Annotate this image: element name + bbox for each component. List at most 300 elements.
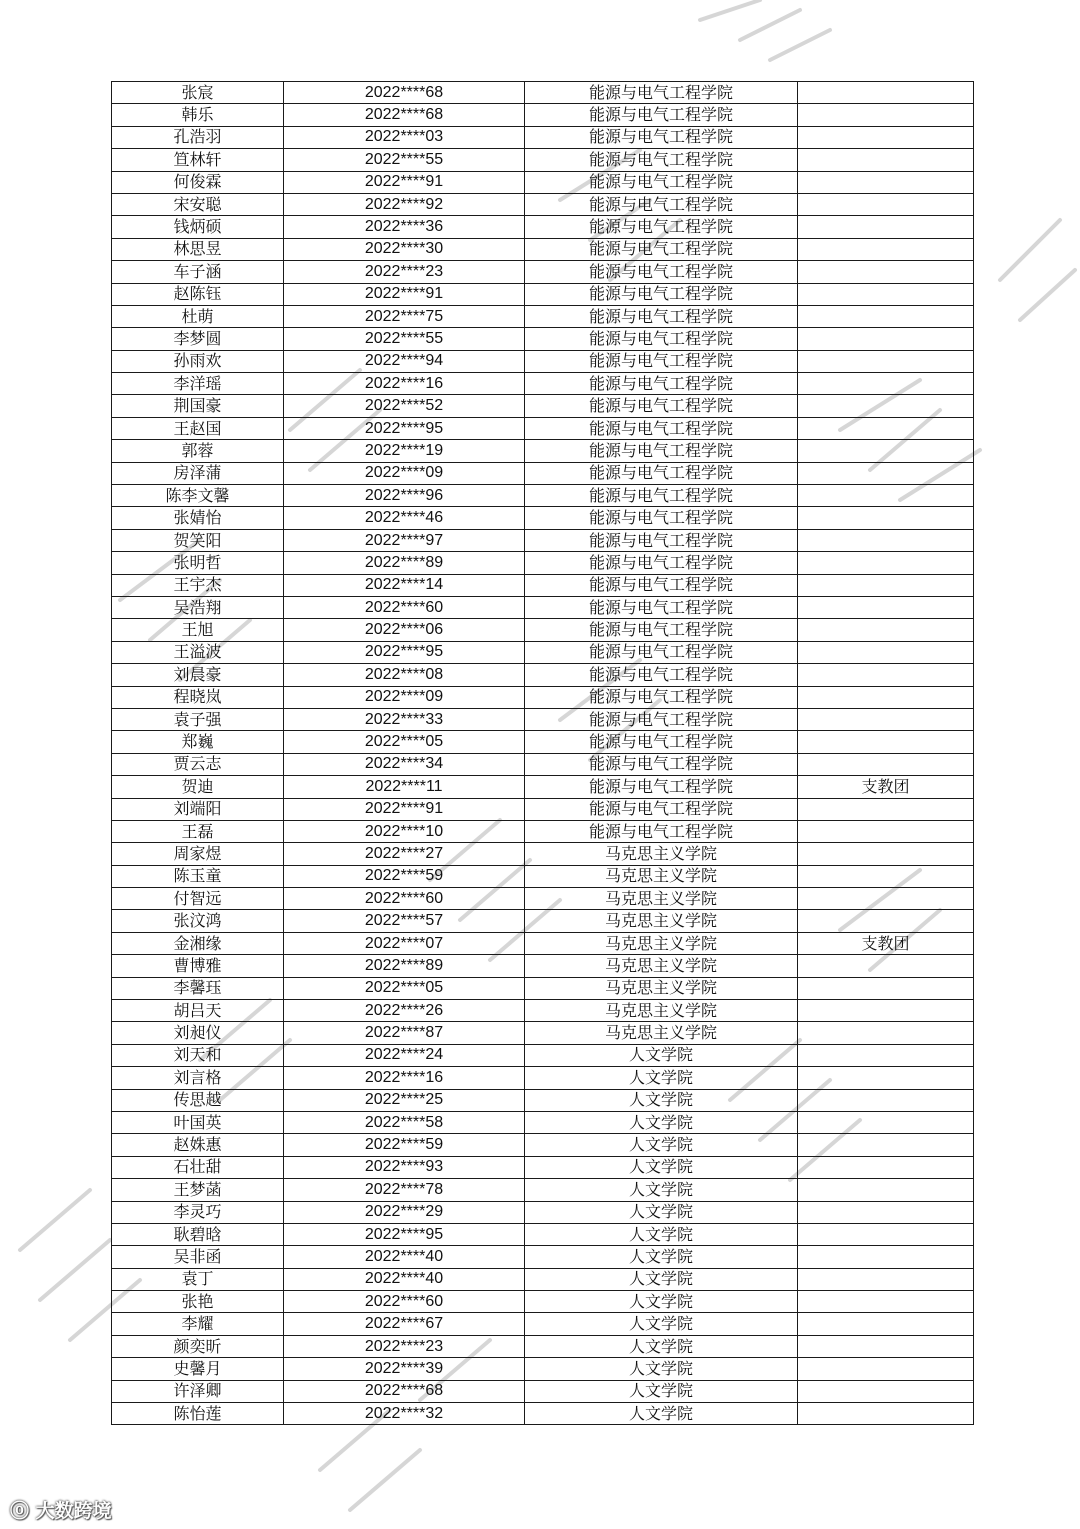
cell-college: 能源与电气工程学院 [525,776,798,798]
cell-name: 曹博雅 [112,955,284,977]
table-row [112,776,974,798]
cell-name: 颜奕昕 [112,1335,284,1357]
cell-note [798,843,974,865]
cell-college: 能源与电气工程学院 [525,126,798,148]
cell-student-id: 2022****60 [284,596,525,618]
cell-student-id: 2022****89 [284,955,525,977]
cell-student-id: 2022****55 [284,328,525,350]
cell-note [798,1268,974,1290]
cell-name: 叶国英 [112,1111,284,1133]
table-row [112,507,974,529]
cell-note [798,1358,974,1380]
table-row [112,82,974,104]
cell-student-id: 2022****30 [284,238,525,260]
cell-student-id: 2022****05 [284,731,525,753]
cell-college: 能源与电气工程学院 [525,328,798,350]
cell-note [798,216,974,238]
cell-college: 能源与电气工程学院 [525,619,798,641]
table-row [112,149,974,171]
cell-student-id: 2022****52 [284,395,525,417]
cell-college: 能源与电气工程学院 [525,596,798,618]
cell-name: 刘言格 [112,1067,284,1089]
cell-name: 张宸 [112,82,284,104]
cell-note [798,193,974,215]
cell-name: 史馨月 [112,1358,284,1380]
cell-student-id: 2022****46 [284,507,525,529]
cell-student-id: 2022****23 [284,1335,525,1357]
cell-name: 刘晨豪 [112,664,284,686]
cell-college: 人文学院 [525,1313,798,1335]
table-row [112,1291,974,1313]
cell-name: 石壮甜 [112,1156,284,1178]
table-row [112,1403,974,1425]
cell-note [798,1022,974,1044]
table-row [112,1000,974,1022]
cell-name: 王梦菡 [112,1179,284,1201]
cell-note [798,1000,974,1022]
cell-note [798,619,974,641]
table-row [112,1179,974,1201]
table-row [112,574,974,596]
table-row [112,1201,974,1223]
table-row [112,193,974,215]
cell-note [798,1403,974,1425]
cell-name: 王磊 [112,820,284,842]
cell-name: 张明哲 [112,552,284,574]
cell-note [798,507,974,529]
cell-student-id: 2022****11 [284,776,525,798]
cell-student-id: 2022****95 [284,1223,525,1245]
cell-student-id: 2022****26 [284,1000,525,1022]
cell-student-id: 2022****27 [284,843,525,865]
cell-note [798,373,974,395]
table-row [112,1223,974,1245]
cell-student-id: 2022****09 [284,462,525,484]
cell-student-id: 2022****60 [284,1291,525,1313]
cell-name: 杜萌 [112,305,284,327]
cell-name: 陈玉童 [112,865,284,887]
cell-name: 贺笑阳 [112,529,284,551]
table-row [112,731,974,753]
cell-college: 马克思主义学院 [525,955,798,977]
cell-name: 陈李文馨 [112,485,284,507]
cell-college: 人文学院 [525,1268,798,1290]
cell-note [798,1313,974,1335]
cell-student-id: 2022****60 [284,888,525,910]
cell-student-id: 2022****93 [284,1156,525,1178]
cell-name: 李耀 [112,1313,284,1335]
cell-college: 马克思主义学院 [525,865,798,887]
cell-name: 王旭 [112,619,284,641]
cell-name: 吴非函 [112,1246,284,1268]
table-row [112,261,974,283]
table-row [112,1022,974,1044]
cell-college: 能源与电气工程学院 [525,417,798,439]
cell-student-id: 2022****92 [284,193,525,215]
cell-note [798,1044,974,1066]
cell-student-id: 2022****34 [284,753,525,775]
cell-college: 人文学院 [525,1403,798,1425]
cell-college: 能源与电气工程学院 [525,171,798,193]
cell-note [798,820,974,842]
table-row [112,283,974,305]
cell-name: 韩乐 [112,104,284,126]
cell-student-id: 2022****39 [284,1358,525,1380]
table-row [112,910,974,932]
cell-college: 能源与电气工程学院 [525,552,798,574]
cell-student-id: 2022****36 [284,216,525,238]
cell-name: 许泽卿 [112,1380,284,1402]
cell-student-id: 2022****16 [284,1067,525,1089]
cell-college: 人文学院 [525,1335,798,1357]
cell-student-id: 2022****40 [284,1268,525,1290]
table-row [112,1246,974,1268]
cell-college: 马克思主义学院 [525,932,798,954]
cell-college: 能源与电气工程学院 [525,462,798,484]
table-row [112,664,974,686]
cell-student-id: 2022****29 [284,1201,525,1223]
table-row [112,865,974,887]
table-row [112,955,974,977]
table-row [112,552,974,574]
logo-glyph-icon: ⓞ [10,1500,36,1522]
table-row [112,708,974,730]
cell-college: 能源与电气工程学院 [525,395,798,417]
cell-student-id: 2022****89 [284,552,525,574]
cell-note [798,126,974,148]
cell-note [798,1134,974,1156]
cell-college: 人文学院 [525,1156,798,1178]
cell-note [798,1291,974,1313]
cell-name: 宋安聪 [112,193,284,215]
cell-college: 马克思主义学院 [525,910,798,932]
cell-note [798,350,974,372]
cell-name: 李洋瑶 [112,373,284,395]
cell-note [798,977,974,999]
table-row [112,753,974,775]
cell-name: 袁丁 [112,1268,284,1290]
cell-note [798,395,974,417]
table-row [112,238,974,260]
cell-name: 赵姝惠 [112,1134,284,1156]
cell-student-id: 2022****57 [284,910,525,932]
cell-student-id: 2022****19 [284,440,525,462]
cell-college: 人文学院 [525,1291,798,1313]
cell-note [798,261,974,283]
cell-note [798,552,974,574]
cell-student-id: 2022****24 [284,1044,525,1066]
cell-note [798,865,974,887]
cell-college: 能源与电气工程学院 [525,708,798,730]
table-row [112,328,974,350]
cell-name: 耿碧晗 [112,1223,284,1245]
table-row [112,932,974,954]
cell-student-id: 2022****58 [284,1111,525,1133]
cell-name: 袁子强 [112,708,284,730]
cell-note [798,596,974,618]
cell-note [798,104,974,126]
cell-note [798,485,974,507]
cell-name: 笪林轩 [112,149,284,171]
cell-note: 支教团 [798,932,974,954]
cell-college: 能源与电气工程学院 [525,350,798,372]
cell-student-id: 2022****95 [284,641,525,663]
cell-college: 人文学院 [525,1223,798,1245]
table-row [112,1313,974,1335]
cell-note [798,686,974,708]
cell-college: 人文学院 [525,1246,798,1268]
cell-name: 车子涵 [112,261,284,283]
cell-note [798,238,974,260]
cell-note [798,171,974,193]
cell-student-id: 2022****05 [284,977,525,999]
cell-student-id: 2022****55 [284,149,525,171]
cell-college: 能源与电气工程学院 [525,664,798,686]
cell-college: 能源与电气工程学院 [525,485,798,507]
table-row [112,417,974,439]
cell-student-id: 2022****59 [284,1134,525,1156]
cell-student-id: 2022****25 [284,1089,525,1111]
cell-college: 能源与电气工程学院 [525,238,798,260]
cell-name: 荆国豪 [112,395,284,417]
table-row [112,888,974,910]
cell-student-id: 2022****67 [284,1313,525,1335]
table-row [112,171,974,193]
table-row [112,395,974,417]
table-row [112,485,974,507]
table-row [112,305,974,327]
cell-college: 能源与电气工程学院 [525,82,798,104]
cell-college: 能源与电气工程学院 [525,574,798,596]
cell-student-id: 2022****78 [284,1179,525,1201]
cell-note [798,1335,974,1357]
table-row [112,529,974,551]
cell-college: 马克思主义学院 [525,977,798,999]
cell-college: 人文学院 [525,1380,798,1402]
cell-name: 付智远 [112,888,284,910]
cell-name: 李馨珏 [112,977,284,999]
cell-student-id: 2022****68 [284,104,525,126]
student-roster-table [111,81,974,1425]
cell-student-id: 2022****10 [284,820,525,842]
cell-note [798,641,974,663]
table-row [112,641,974,663]
cell-college: 能源与电气工程学院 [525,507,798,529]
cell-college: 人文学院 [525,1044,798,1066]
cell-student-id: 2022****91 [284,283,525,305]
cell-name: 贾云志 [112,753,284,775]
cell-student-id: 2022****14 [284,574,525,596]
cell-college: 能源与电气工程学院 [525,731,798,753]
table-row [112,462,974,484]
cell-name: 郭蓉 [112,440,284,462]
cell-college: 能源与电气工程学院 [525,440,798,462]
cell-note [798,1246,974,1268]
table-row [112,1111,974,1133]
cell-student-id: 2022****94 [284,350,525,372]
cell-name: 孔浩羽 [112,126,284,148]
cell-name: 陈怡莲 [112,1403,284,1425]
cell-note [798,1380,974,1402]
table-row [112,1380,974,1402]
cell-college: 能源与电气工程学院 [525,261,798,283]
cell-college: 人文学院 [525,1201,798,1223]
cell-college: 能源与电气工程学院 [525,641,798,663]
cell-name: 金湘缘 [112,932,284,954]
cell-note [798,305,974,327]
brand-logo [10,1496,112,1523]
cell-note [798,708,974,730]
cell-name: 周家煜 [112,843,284,865]
cell-note: 支教团 [798,776,974,798]
cell-student-id: 2022****68 [284,1380,525,1402]
cell-college: 能源与电气工程学院 [525,149,798,171]
cell-note [798,1111,974,1133]
cell-college: 人文学院 [525,1179,798,1201]
cell-name: 张艳 [112,1291,284,1313]
cell-name: 王赵国 [112,417,284,439]
cell-note [798,529,974,551]
cell-college: 能源与电气工程学院 [525,753,798,775]
table-row [112,686,974,708]
cell-name: 赵陈钰 [112,283,284,305]
cell-note [798,1089,974,1111]
cell-note [798,798,974,820]
cell-name: 贺迪 [112,776,284,798]
logo-text: 大数跨境 [35,1500,112,1522]
cell-note [798,328,974,350]
cell-student-id: 2022****97 [284,529,525,551]
cell-student-id: 2022****03 [284,126,525,148]
cell-college: 能源与电气工程学院 [525,305,798,327]
cell-college: 人文学院 [525,1134,798,1156]
table-row [112,596,974,618]
table-row [112,619,974,641]
cell-student-id: 2022****75 [284,305,525,327]
table-row [112,1268,974,1290]
cell-student-id: 2022****87 [284,1022,525,1044]
cell-name: 房泽蒲 [112,462,284,484]
cell-college: 马克思主义学院 [525,888,798,910]
cell-name: 王宇杰 [112,574,284,596]
table-row [112,798,974,820]
cell-note [798,462,974,484]
cell-name: 刘端阳 [112,798,284,820]
cell-name: 刘天和 [112,1044,284,1066]
cell-student-id: 2022****96 [284,485,525,507]
cell-note [798,955,974,977]
cell-note [798,888,974,910]
cell-name: 郑巍 [112,731,284,753]
cell-student-id: 2022****59 [284,865,525,887]
cell-college: 能源与电气工程学院 [525,283,798,305]
cell-note [798,1067,974,1089]
cell-college: 马克思主义学院 [525,1000,798,1022]
cell-note [798,1156,974,1178]
cell-student-id: 2022****09 [284,686,525,708]
cell-student-id: 2022****16 [284,373,525,395]
cell-name: 王溢波 [112,641,284,663]
cell-college: 能源与电气工程学院 [525,798,798,820]
cell-college: 人文学院 [525,1358,798,1380]
cell-note [798,731,974,753]
cell-college: 能源与电气工程学院 [525,820,798,842]
cell-name: 张婧怡 [112,507,284,529]
cell-college: 能源与电气工程学院 [525,686,798,708]
table-row [112,1134,974,1156]
cell-college: 人文学院 [525,1111,798,1133]
cell-name: 吴浩翔 [112,596,284,618]
cell-college: 人文学院 [525,1089,798,1111]
cell-name: 程晓岚 [112,686,284,708]
table-row [112,216,974,238]
cell-college: 人文学院 [525,1067,798,1089]
cell-student-id: 2022****91 [284,171,525,193]
cell-college: 能源与电气工程学院 [525,529,798,551]
cell-college: 能源与电气工程学院 [525,104,798,126]
cell-name: 李梦圆 [112,328,284,350]
cell-name: 林思昱 [112,238,284,260]
cell-name: 刘昶仪 [112,1022,284,1044]
cell-note [798,417,974,439]
cell-note [798,149,974,171]
cell-name: 钱炳硕 [112,216,284,238]
cell-note [798,753,974,775]
table-row [112,1156,974,1178]
table-row [112,1067,974,1089]
table-row [112,843,974,865]
cell-student-id: 2022****95 [284,417,525,439]
table-row [112,104,974,126]
cell-note [798,1223,974,1245]
cell-name: 李灵巧 [112,1201,284,1223]
cell-note [798,574,974,596]
cell-student-id: 2022****32 [284,1403,525,1425]
cell-note [798,664,974,686]
table-row [112,373,974,395]
cell-college: 马克思主义学院 [525,1022,798,1044]
cell-name: 何俊霖 [112,171,284,193]
cell-student-id: 2022****06 [284,619,525,641]
cell-student-id: 2022****08 [284,664,525,686]
table-row [112,1358,974,1380]
cell-note [798,1201,974,1223]
cell-student-id: 2022****23 [284,261,525,283]
cell-student-id: 2022****91 [284,798,525,820]
table-row [112,1335,974,1357]
cell-student-id: 2022****33 [284,708,525,730]
cell-name: 传思越 [112,1089,284,1111]
roster-body [112,82,974,1425]
cell-note [798,283,974,305]
cell-name: 胡吕天 [112,1000,284,1022]
table-row [112,350,974,372]
cell-name: 张汶鸿 [112,910,284,932]
cell-note [798,1179,974,1201]
cell-note [798,910,974,932]
cell-college: 能源与电气工程学院 [525,216,798,238]
cell-student-id: 2022****40 [284,1246,525,1268]
cell-note [798,82,974,104]
table-row [112,977,974,999]
cell-college: 能源与电气工程学院 [525,193,798,215]
cell-student-id: 2022****07 [284,932,525,954]
cell-college: 能源与电气工程学院 [525,373,798,395]
table-row [112,1044,974,1066]
table-row [112,440,974,462]
cell-note [798,440,974,462]
table-row [112,820,974,842]
